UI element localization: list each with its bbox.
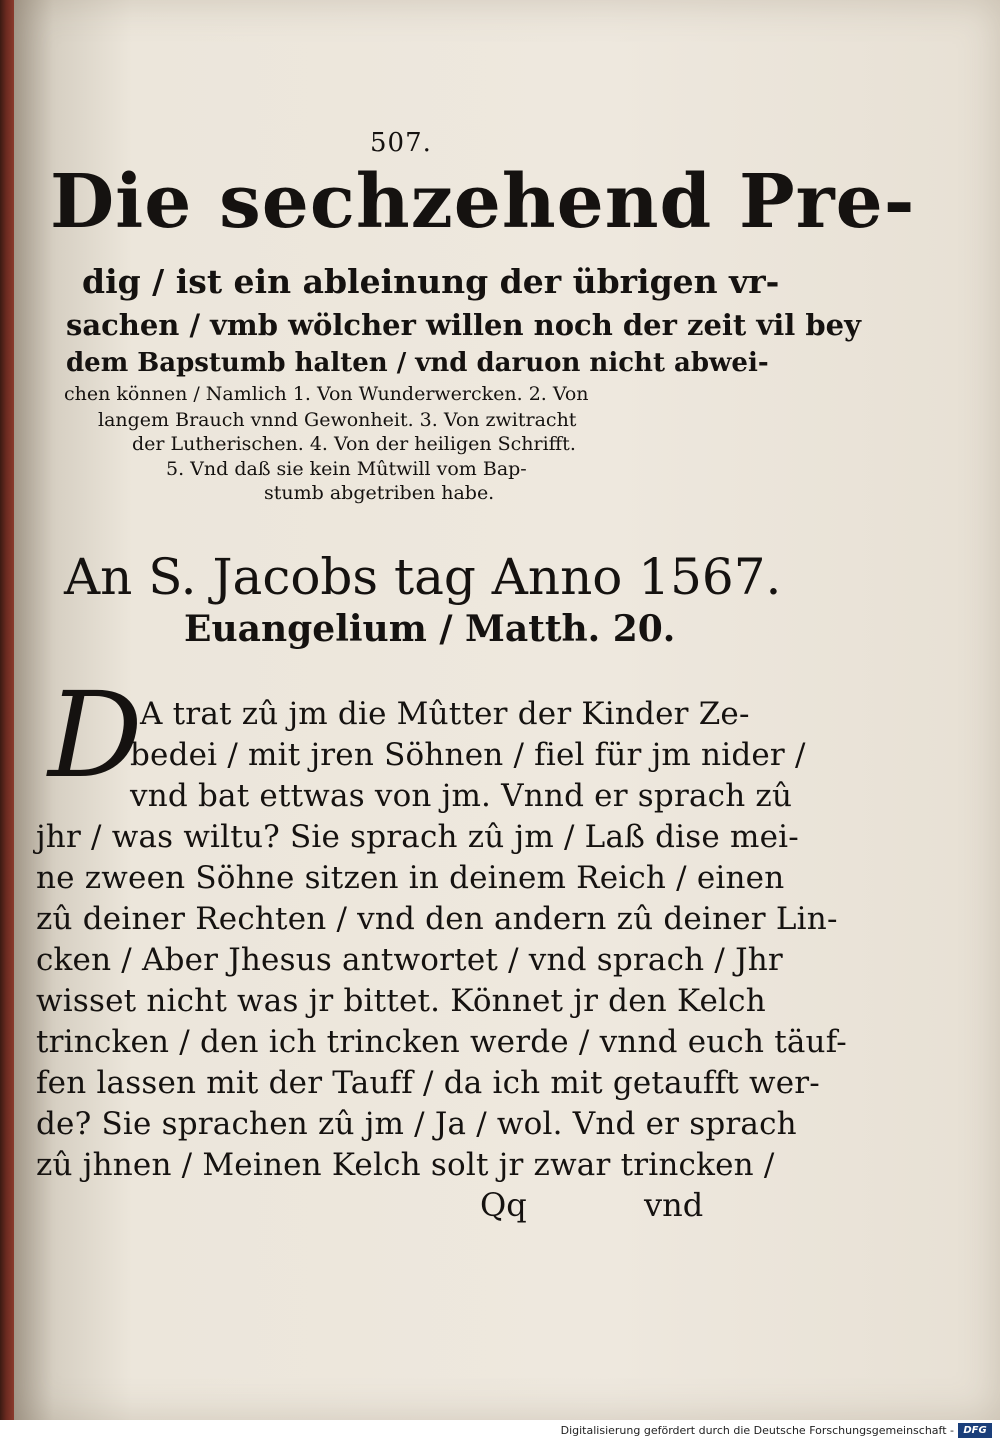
sermon-date-heading: An S. Jacobs tag Anno 1567. xyxy=(64,548,782,606)
subtitle-line-6: der Lutherischen. 4. Von der heiligen Schrifft. xyxy=(132,433,576,455)
funding-credit: Digitalisierung gefördert durch die Deutsche Forschungsgemeinschaft - xyxy=(560,1424,954,1437)
book-page xyxy=(14,0,1000,1420)
drop-cap-initial: D xyxy=(48,666,143,804)
body-line-2: bedei / mit jren Söhnen / fiel für jm nider / xyxy=(130,737,806,773)
body-line-1: A trat zû jm die Mûtter der Kinder Ze- xyxy=(140,696,750,732)
subtitle-line-8: stumb abgetriben habe. xyxy=(264,482,495,504)
catchword: vnd xyxy=(644,1186,704,1224)
body-line-8: wisset nicht was jr bittet. Könnet jr den Kelch xyxy=(36,983,766,1019)
gospel-reference: Euangelium / Matth. 20. xyxy=(184,608,676,650)
subtitle-line-2: sachen / vmb wölcher willen noch der zeit vil bey xyxy=(66,308,861,342)
body-line-4: jhr / was wiltu? Sie sprach zû jm / Laß dise mei- xyxy=(36,819,799,855)
dfg-logo: DFG xyxy=(958,1423,992,1438)
subtitle-line-3: dem Bapstumb halten / vnd daruon nicht abwei- xyxy=(66,348,769,378)
subtitle-line-7: 5. Vnd daß sie kein Mûtwill vom Bap- xyxy=(166,458,527,480)
signature-mark: Qq xyxy=(480,1186,527,1224)
body-line-7: cken / Aber Jhesus antwortet / vnd sprach / Jhr xyxy=(36,942,783,978)
body-line-12: zû jhnen / Meinen Kelch solt jr zwar trincken / xyxy=(36,1147,775,1183)
body-line-5: ne zween Söhne sitzen in deinem Reich / einen xyxy=(36,860,785,896)
body-line-9: trincken / den ich trincken werde / vnnd euch täuf- xyxy=(36,1024,847,1060)
book-binding-edge xyxy=(0,0,14,1420)
body-line-10: fen lassen mit der Tauff / da ich mit getaufft wer- xyxy=(36,1065,820,1101)
digitization-footer xyxy=(0,1420,1000,1443)
body-line-11: de? Sie sprachen zû jm / Ja / wol. Vnd er sprach xyxy=(36,1106,797,1142)
subtitle-line-5: langem Brauch vnnd Gewonheit. 3. Von zwitracht xyxy=(98,409,577,431)
body-line-6: zû deiner Rechten / vnd den andern zû deiner Lin- xyxy=(36,901,838,937)
page-folio: 507. xyxy=(370,128,432,158)
sermon-title: Die sechzehend Pre- xyxy=(50,159,916,245)
subtitle-line-4: chen können / Namlich 1. Von Wunderwercken. 2. Von xyxy=(64,383,589,405)
subtitle-line-1: dig / ist ein ableinung der übrigen vr- xyxy=(82,262,780,301)
body-line-3: vnd bat ettwas von jm. Vnnd er sprach zû xyxy=(130,778,793,814)
